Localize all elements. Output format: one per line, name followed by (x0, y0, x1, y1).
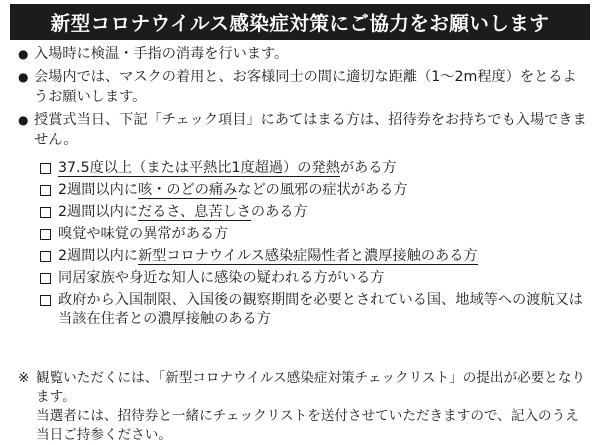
checkbox-icon (40, 185, 51, 196)
checkbox-icon (40, 295, 51, 306)
check-item (40, 225, 588, 247)
check-item (40, 291, 588, 333)
check-text-pre: 2週間以内に (58, 204, 138, 220)
check-text-post: 同居家族や身近な知人に感染の疑われる方がいる方 (58, 270, 385, 286)
check-text (58, 247, 588, 269)
check-item (40, 181, 588, 203)
check-text-underlined: 37.5度以上（または平熱比1度超過）の発熱 (58, 160, 340, 176)
footnote-line (18, 369, 590, 407)
check-text-underlined: 咳・のどの痛み (137, 182, 238, 198)
check-text (58, 291, 588, 333)
checkbox-icon (40, 163, 51, 174)
bullet-dot-icon: ● (18, 47, 29, 61)
check-text-pre: 2週間以内に (58, 182, 138, 198)
bullet-item (18, 67, 590, 107)
footnote-mark: ※ (18, 370, 30, 386)
bullet-dot-icon: ● (18, 70, 29, 84)
bullet-text: 入場時に検温・手指の消毒を行います。 (34, 46, 289, 62)
check-text (58, 203, 588, 225)
check-text (58, 159, 588, 181)
bullet-item (18, 44, 590, 64)
bullet-list (18, 44, 590, 153)
check-text (58, 269, 588, 291)
bullet-dot-icon: ● (18, 113, 29, 127)
checkbox-icon (40, 207, 51, 218)
check-text-underlined: だるさ、息苦しさ (137, 204, 251, 220)
notice-header (10, 4, 590, 40)
checkbox-icon (40, 273, 51, 284)
footnote (18, 369, 590, 445)
check-text-post: 嗅覚や味覚の異常がある方 (58, 226, 229, 242)
check-text-post: 政府から入国制限、入国後の観察期間を必要とされている国、地域等への渡航又は当該在住者との濃厚接触のある方 (58, 292, 583, 327)
check-item (40, 247, 588, 269)
bullet-item (18, 110, 590, 150)
bullet-text: 会場内では、マスクの着用と、お客様同士の間に適切な距離（1〜2m程度）をとるようお願いします。 (34, 69, 577, 105)
check-text-pre: 2週間以内に (58, 248, 138, 264)
checkbox-icon (40, 251, 51, 262)
check-item (40, 203, 588, 225)
check-text-post: のある方 (250, 204, 308, 220)
check-text-post: がある方 (339, 160, 397, 176)
notice-title: 新型コロナウイルス感染症対策にご協力をお願いします (50, 12, 550, 35)
check-item (40, 159, 588, 181)
check-text (58, 181, 588, 203)
bullet-text: 授賞式当日、下記「チェック項目」にあてはまる方は、招待券をお持ちでも入場できません。 (34, 112, 587, 148)
check-text (58, 225, 588, 247)
footnote-text: 観覧いただくには、「新型コロナウイルス感染症対策チェックリスト」の提出が必要となります。 (36, 370, 586, 405)
check-text-post: などの風邪の症状がある方 (237, 182, 408, 198)
check-text-underlined: 新型コロナウイルス感染症陽性者と濃厚接触のある方 (137, 248, 478, 264)
checkbox-icon (40, 229, 51, 240)
check-list (40, 159, 588, 333)
check-item (40, 269, 588, 291)
footnote-continuation: 当選者には、招待券と一緒にチェックリストを送付させていただきますので、記入のうえ当日ご持参ください。 (36, 408, 579, 443)
